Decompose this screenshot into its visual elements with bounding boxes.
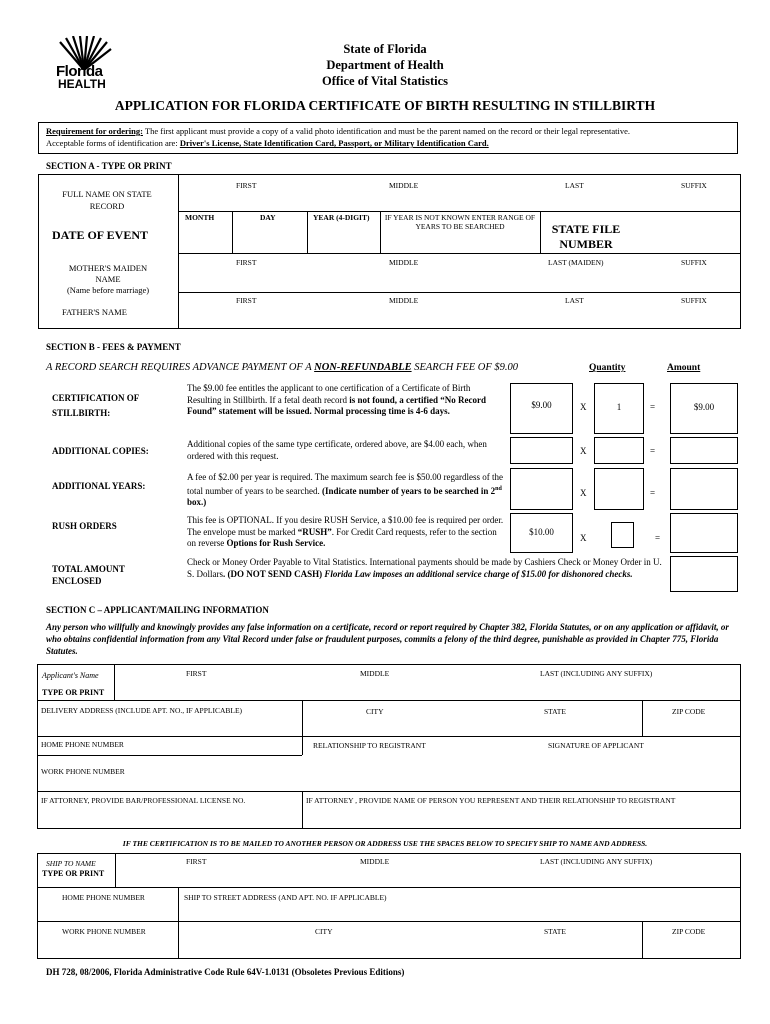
father-suffix-label: SUFFIX [681, 296, 707, 305]
month-label: MONTH [185, 213, 215, 222]
applicant-city-label: CITY [366, 707, 384, 716]
father-name-label: FATHER'S NAME [62, 307, 127, 317]
ship-city-input[interactable] [180, 937, 738, 957]
ship-type-or-print: TYPE OR PRINT [42, 869, 105, 878]
total-text-b: . (DO NOT SEND CASH) [223, 568, 325, 579]
mother-first-label: FIRST [236, 258, 257, 267]
full-name-input[interactable] [180, 190, 739, 210]
applicant-first-label: FIRST [186, 669, 207, 678]
additional-years-text-b: (Indicate number of years to be searched in 2 [321, 485, 496, 496]
certification-text-b: is not found, a certified “No Record Found” statement will be issued. Normal processing time is 4-6 days. [187, 394, 486, 416]
date-of-event-label: DATE OF EVENT [52, 228, 149, 242]
years-equals: = [650, 488, 656, 498]
ship-name-input[interactable] [117, 867, 738, 885]
delivery-address-label: DELIVERY ADDRESS (INCLUDE APT. NO., IF APPLICABLE) [41, 706, 243, 715]
requirement-label: Requirement for ordering: [46, 126, 143, 136]
page-title: APPLICATION FOR FLORIDA CERTIFICATE OF BIRTH RESULTING IN STILLBIRTH [114, 98, 656, 113]
rush-equals: = [655, 533, 661, 543]
rush-text-b: “RUSH” [297, 526, 332, 537]
header-department: Department of Health [326, 58, 444, 72]
total-amount-text [187, 557, 667, 580]
father-first-label: FIRST [236, 296, 257, 305]
years-amount-box[interactable] [670, 468, 738, 510]
additional-copies-text: Additional copies of the same type certificate, ordered above, are $4.00 each, when ordered with this request. [187, 439, 487, 461]
ship-work-phone-label: WORK PHONE NUMBER [62, 927, 146, 936]
ship-home-phone-label: HOME PHONE NUMBER [62, 893, 145, 902]
ship-zip-label: ZIP CODE [672, 927, 706, 936]
applicant-name-input[interactable] [116, 679, 738, 698]
ship-to-name-label: SHIP TO NAME [46, 859, 96, 868]
mother-last-maiden-label: LAST (MAIDEN) [548, 258, 604, 267]
applicant-name-label [42, 671, 99, 680]
full-name-middle-label: MIDDLE [389, 181, 419, 190]
full-name-last-label: LAST [565, 181, 584, 190]
requirement-body: The first applicant must provide a copy of a valid photo identification and must be the parent named on the record or their legal representative. [142, 126, 630, 136]
signature-label: SIGNATURE OF APPLICANT [548, 741, 644, 750]
rush-checkbox[interactable] [611, 522, 634, 548]
signature-input[interactable] [536, 752, 738, 789]
year-input[interactable] [309, 224, 378, 251]
certification-qty-value: 1 [616, 402, 622, 412]
year-range-note: IF YEAR IS NOT KNOWN ENTER RANGE OF YEARS TO BE SEARCHED [384, 213, 536, 231]
rush-text-c: . For Credit Card requests, refer to the section on reverse [187, 526, 497, 548]
copies-qty-box[interactable] [594, 437, 644, 464]
month-input[interactable] [180, 224, 230, 251]
rush-text-d: Options for Rush Service. [226, 538, 326, 548]
mother-name-input[interactable] [180, 268, 739, 290]
applicant-name-text: Applicant's Name [42, 671, 99, 680]
years-fee-box [510, 468, 573, 510]
applicant-middle-label: MIDDLE [360, 669, 390, 678]
quantity-header-text: Quantity [589, 363, 626, 373]
mother-maiden-sub: (Name before marriage) [66, 285, 150, 295]
applicant-work-phone-label: WORK PHONE NUMBER [41, 767, 125, 776]
additional-years-text-a: A fee of $2.00 per year is required. The maximum search fee is $50.00 regardless of the total number of years to be searched. [187, 472, 503, 496]
copies-amount-box[interactable] [670, 437, 738, 464]
mother-maiden-title: MOTHER'S MAIDEN NAME [68, 263, 148, 284]
total-amount-label: TOTAL AMOUNT ENCLOSED [52, 564, 125, 586]
section-c-title: SECTION C – APPLICANT/MAILING INFORMATION [46, 605, 269, 615]
amount-header [667, 363, 700, 373]
mother-suffix-label: SUFFIX [681, 258, 707, 267]
year-range-input[interactable] [382, 232, 538, 251]
requirement-text [46, 125, 736, 149]
certification-label: CERTIFICATION OF STILLBIRTH: [52, 393, 139, 418]
fee-notice-post: SEARCH FEE OF $9.00 [411, 362, 519, 373]
section-a-title: SECTION A - TYPE OR PRINT [46, 161, 172, 171]
copies-x: X [580, 446, 587, 456]
requirement-id-prefix: Acceptable forms of identification are: [46, 138, 180, 148]
applicant-state-label: STATE [544, 707, 566, 716]
form-footer: DH 728, 08/2006, Florida Administrative Code Rule 64V-1.0131 (Obsoletes Previous Editions) [46, 967, 405, 977]
rush-x: X [580, 533, 587, 543]
full-name-label: FULL NAME ON STATE RECORD [62, 189, 152, 211]
total-amount-box[interactable] [670, 556, 738, 592]
rush-amount-box[interactable] [670, 513, 738, 553]
relationship-label: RELATIONSHIP TO REGISTRANT [313, 741, 426, 750]
total-text-a: Check or Money Order Payable to Vital Statistics. International payments should be made by Cashiers Check or Money Order in U. S. Dollars [187, 557, 662, 579]
full-name-suffix-label: SUFFIX [681, 181, 707, 190]
years-qty-box[interactable] [594, 468, 644, 510]
header-office: Office of Vital Statistics [321, 74, 448, 88]
day-input[interactable] [234, 224, 305, 251]
amount-header-text: Amount [667, 363, 701, 373]
ship-street-label: SHIP TO STREET ADDRESS (AND APT. NO. IF APPLICABLE) [184, 893, 387, 902]
total-text-c: Florida Law imposes an additional service charge of $15.00 for dishonored checks. [324, 568, 633, 579]
rush-orders-label: RUSH ORDERS [52, 521, 117, 531]
rush-orders-text [187, 515, 505, 550]
ship-street-input[interactable] [180, 903, 738, 919]
additional-years-text [187, 472, 505, 509]
year-label: YEAR (4-DIGIT) [313, 213, 370, 222]
father-middle-label: MIDDLE [389, 296, 419, 305]
certification-fee-value: $9.00 [531, 400, 552, 410]
father-last-label: LAST [565, 296, 584, 305]
ship-last-label: LAST (INCLUDING ANY SUFFIX) [540, 857, 653, 866]
rush-text-a: This fee is OPTIONAL. If you desire RUSH Service, a $10.00 fee is required per order. The envelope must be marked [187, 515, 504, 537]
certification-amount-value: $9.00 [693, 402, 715, 412]
attorney-license-label: IF ATTORNEY, PROVIDE BAR/PROFESSIONAL LICENSE NO. [41, 796, 246, 805]
mother-middle-label: MIDDLE [389, 258, 419, 267]
false-information-warning: Any person who willfully and knowingly provides any false information on a certificate, record or report required by Chapter 382, Florida Statutes, or on any application or affidavit, or who obtains confidential information from any Vital Record under false or fraudulent purposes, commits a felony of the third degree, punishable as provided in Chapter 775, Florida Statutes. [46, 622, 729, 656]
fee-notice [46, 362, 518, 373]
father-name-input[interactable] [180, 306, 739, 327]
day-label: DAY [260, 213, 276, 222]
years-x: X [580, 488, 587, 498]
rush-fee-value: $10.00 [529, 527, 554, 537]
fee-notice-pre: A RECORD SEARCH REQUIRES ADVANCE PAYMENT OF A [46, 362, 315, 373]
ship-middle-label: MIDDLE [360, 857, 390, 866]
relationship-input[interactable] [304, 752, 534, 789]
applicant-zip-label: ZIP CODE [672, 707, 706, 716]
logo-text-florida: Florida [56, 63, 103, 80]
certification-text [187, 383, 505, 418]
copies-fee-box [510, 437, 573, 464]
state-file-number-label: STATE FILE NUMBER [551, 222, 621, 251]
quantity-header [589, 363, 625, 373]
ship-to-notice: IF THE CERTIFICATION IS TO BE MAILED TO ANOTHER PERSON OR ADDRESS USE THE SPACES BELOW TO SPECIFY SHIP TO NAME AND ADDRESS. [122, 839, 648, 848]
ship-first-label: FIRST [186, 857, 207, 866]
additional-years-text-c: box.) [187, 497, 207, 507]
ship-city-label: CITY [315, 927, 333, 936]
header [0, 41, 770, 89]
ship-state-label: STATE [544, 927, 566, 936]
additional-years-label: ADDITIONAL YEARS: [52, 481, 146, 491]
requirement-id-list: Driver's License, State Identification Card, Passport, or Military Identification Card. [179, 138, 489, 148]
additional-years-sup: nd [495, 485, 502, 492]
full-name-first-label: FIRST [236, 181, 257, 190]
applicant-home-phone-label: HOME PHONE NUMBER [41, 740, 124, 749]
attorney-represent-label: IF ATTORNEY , PROVIDE NAME OF PERSON YOU REPRESENT AND THEIR RELATIONSHIP TO REGISTRANT [306, 796, 676, 805]
applicant-last-label: LAST (INCLUDING ANY SUFFIX) [540, 669, 653, 678]
applicant-type-or-print: TYPE OR PRINT [42, 688, 105, 697]
section-b-title: SECTION B - FEES & PAYMENT [46, 342, 181, 352]
copies-equals: = [650, 446, 656, 456]
delivery-address-input[interactable] [39, 716, 738, 734]
certification-equals: = [650, 402, 656, 412]
logo-text-health: HEALTH [58, 77, 106, 91]
certification-x: X [580, 402, 587, 412]
header-state: State of Florida [343, 42, 427, 56]
fee-notice-nonrefundable: NON-REFUNDABLE [314, 362, 412, 373]
additional-copies-label: ADDITIONAL COPIES: [52, 446, 149, 456]
mother-maiden-label [44, 263, 172, 296]
certification-text-a: The $9.00 fee entitles the applicant to one certification of a Certificate of Birth Resulting in Stillbirth. If a fetal death record [187, 383, 471, 405]
